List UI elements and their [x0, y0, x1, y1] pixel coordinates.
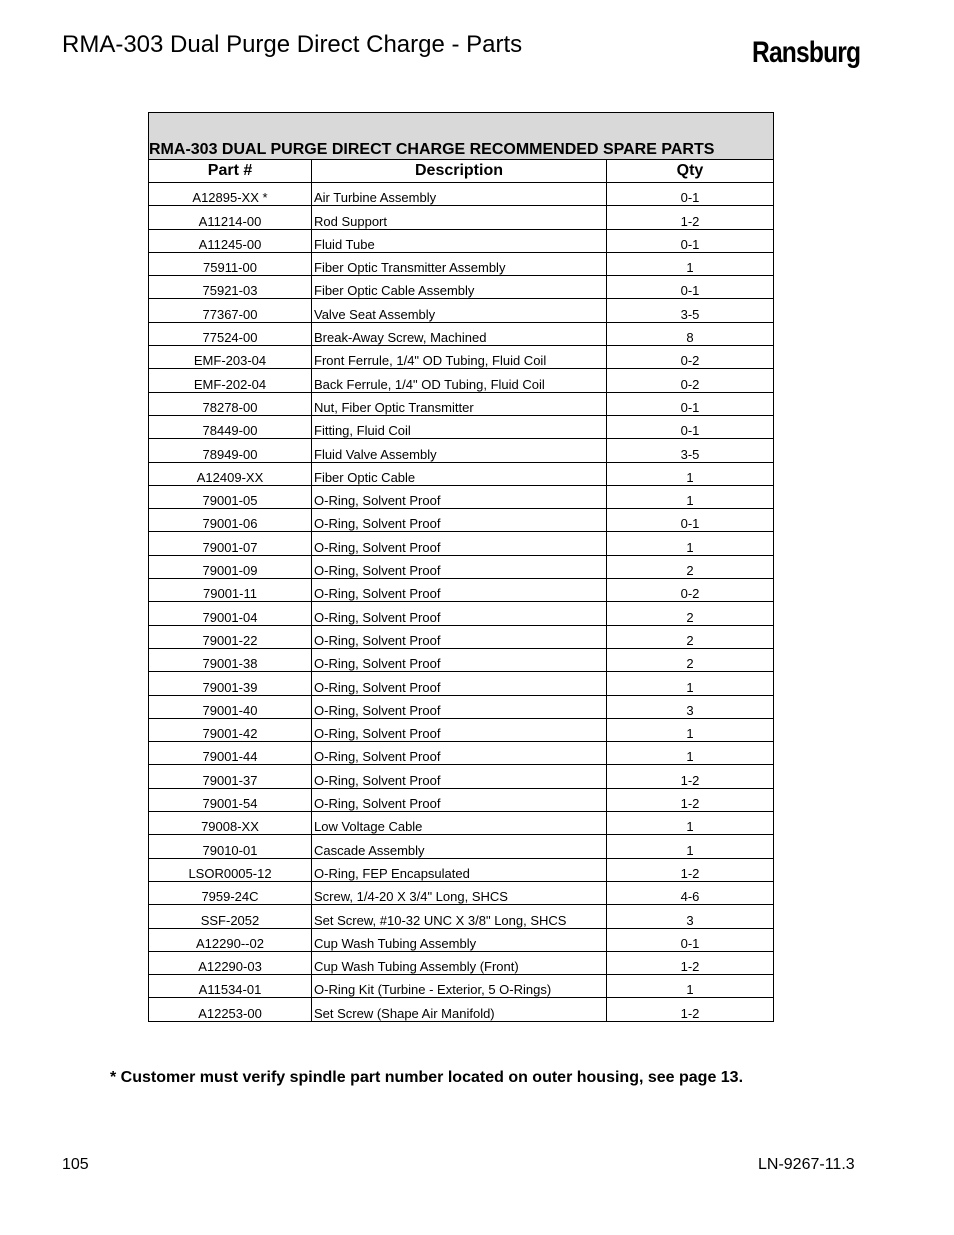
part-number-cell: 78449-00: [149, 415, 312, 438]
description-cell: Set Screw, #10-32 UNC X 3/8" Long, SHCS: [312, 905, 607, 928]
page-title: RMA-303 Dual Purge Direct Charge - Parts: [62, 31, 523, 58]
part-number-cell: 79001-40: [149, 695, 312, 718]
qty-cell: 8: [607, 322, 774, 345]
part-number-cell: 79010-01: [149, 835, 312, 858]
part-number-cell: 77367-00: [149, 299, 312, 322]
qty-cell: 2: [607, 625, 774, 648]
table-row: [149, 462, 774, 485]
table-row: [149, 252, 774, 275]
qty-cell: 1: [607, 835, 774, 858]
part-number-cell: EMF-203-04: [149, 346, 312, 369]
qty-cell: 1: [607, 975, 774, 998]
table-row: [149, 602, 774, 625]
description-cell: Front Ferrule, 1/4" OD Tubing, Fluid Coil: [312, 346, 607, 369]
table-row: [149, 928, 774, 951]
part-number-cell: 79001-07: [149, 532, 312, 555]
description-cell: Break-Away Screw, Machined: [312, 322, 607, 345]
part-number-cell: 79008-XX: [149, 812, 312, 835]
qty-cell: 1: [607, 812, 774, 835]
table-row: [149, 439, 774, 462]
table-title-row: [149, 113, 774, 160]
column-header-part: Part #: [149, 160, 312, 183]
table-row: [149, 183, 774, 206]
description-cell: Screw, 1/4-20 X 3/4" Long, SHCS: [312, 881, 607, 904]
part-number-cell: 79001-09: [149, 555, 312, 578]
part-number-cell: 79001-54: [149, 788, 312, 811]
qty-cell: 1-2: [607, 765, 774, 788]
qty-cell: 0-1: [607, 183, 774, 206]
table-row: [149, 206, 774, 229]
table-row: [149, 695, 774, 718]
table-row: [149, 509, 774, 532]
table-row: [149, 392, 774, 415]
description-cell: Fiber Optic Cable: [312, 462, 607, 485]
table-header-row: [149, 160, 774, 183]
table-title: RMA-303 DUAL PURGE DIRECT CHARGE RECOMMENDED SPARE PARTS: [149, 113, 774, 160]
description-cell: O-Ring Kit (Turbine - Exterior, 5 O-Rings): [312, 975, 607, 998]
part-number-cell: 7959-24C: [149, 881, 312, 904]
table-row: [149, 765, 774, 788]
qty-cell: 1-2: [607, 998, 774, 1021]
qty-cell: 1-2: [607, 788, 774, 811]
table-row: [149, 812, 774, 835]
qty-cell: 1: [607, 462, 774, 485]
table-row: [149, 672, 774, 695]
description-cell: Rod Support: [312, 206, 607, 229]
description-cell: O-Ring, Solvent Proof: [312, 695, 607, 718]
description-cell: O-Ring, Solvent Proof: [312, 602, 607, 625]
table-row: [149, 485, 774, 508]
part-number-cell: 79001-37: [149, 765, 312, 788]
part-number-cell: 78949-00: [149, 439, 312, 462]
part-number-cell: 79001-04: [149, 602, 312, 625]
qty-cell: 1: [607, 742, 774, 765]
column-header-qty: Qty: [607, 160, 774, 183]
qty-cell: 3-5: [607, 299, 774, 322]
part-number-cell: A11214-00: [149, 206, 312, 229]
table-row: [149, 835, 774, 858]
table-row: [149, 975, 774, 998]
table-row: [149, 369, 774, 392]
description-cell: Cup Wash Tubing Assembly (Front): [312, 951, 607, 974]
part-number-cell: A12290--02: [149, 928, 312, 951]
qty-cell: 2: [607, 602, 774, 625]
part-number-cell: A12895-XX *: [149, 183, 312, 206]
qty-cell: 0-1: [607, 415, 774, 438]
description-cell: O-Ring, Solvent Proof: [312, 788, 607, 811]
description-cell: O-Ring, Solvent Proof: [312, 672, 607, 695]
description-cell: O-Ring, Solvent Proof: [312, 625, 607, 648]
table-row: [149, 648, 774, 671]
part-number-cell: 78278-00: [149, 392, 312, 415]
description-cell: O-Ring, Solvent Proof: [312, 765, 607, 788]
qty-cell: 0-2: [607, 579, 774, 602]
part-number-cell: 77524-00: [149, 322, 312, 345]
part-number-cell: 79001-11: [149, 579, 312, 602]
qty-cell: 0-1: [607, 276, 774, 299]
description-cell: Fitting, Fluid Coil: [312, 415, 607, 438]
footnote: * Customer must verify spindle part number located on outer housing, see page 13.: [110, 1069, 744, 1086]
table-row: [149, 346, 774, 369]
qty-cell: 1-2: [607, 951, 774, 974]
qty-cell: 4-6: [607, 881, 774, 904]
description-cell: O-Ring, Solvent Proof: [312, 555, 607, 578]
part-number-cell: A12409-XX: [149, 462, 312, 485]
table-row: [149, 555, 774, 578]
document-number: LN-9267-11.3: [758, 1156, 855, 1173]
part-number-cell: EMF-202-04: [149, 369, 312, 392]
qty-cell: 1: [607, 718, 774, 741]
qty-cell: 0-1: [607, 509, 774, 532]
part-number-cell: 75921-03: [149, 276, 312, 299]
part-number-cell: A12290-03: [149, 951, 312, 974]
table-row: [149, 998, 774, 1021]
description-cell: Fluid Valve Assembly: [312, 439, 607, 462]
qty-cell: 1: [607, 672, 774, 695]
description-cell: O-Ring, Solvent Proof: [312, 718, 607, 741]
description-cell: O-Ring, FEP Encapsulated: [312, 858, 607, 881]
description-cell: Low Voltage Cable: [312, 812, 607, 835]
description-cell: Cup Wash Tubing Assembly: [312, 928, 607, 951]
description-cell: Air Turbine Assembly: [312, 183, 607, 206]
table-row: [149, 858, 774, 881]
qty-cell: 2: [607, 555, 774, 578]
description-cell: Back Ferrule, 1/4" OD Tubing, Fluid Coil: [312, 369, 607, 392]
description-cell: O-Ring, Solvent Proof: [312, 532, 607, 555]
table-row: [149, 299, 774, 322]
column-header-description: Description: [312, 160, 607, 183]
description-cell: O-Ring, Solvent Proof: [312, 579, 607, 602]
qty-cell: 0-1: [607, 229, 774, 252]
table-row: [149, 276, 774, 299]
description-cell: Cascade Assembly: [312, 835, 607, 858]
part-number-cell: 75911-00: [149, 252, 312, 275]
part-number-cell: 79001-05: [149, 485, 312, 508]
part-number-cell: A12253-00: [149, 998, 312, 1021]
part-number-cell: 79001-06: [149, 509, 312, 532]
qty-cell: 1: [607, 485, 774, 508]
table-row: [149, 532, 774, 555]
table-row: [149, 322, 774, 345]
description-cell: Fiber Optic Cable Assembly: [312, 276, 607, 299]
qty-cell: 1: [607, 252, 774, 275]
part-number-cell: A11245-00: [149, 229, 312, 252]
table-row: [149, 415, 774, 438]
description-cell: Fluid Tube: [312, 229, 607, 252]
table-row: [149, 625, 774, 648]
table-row: [149, 905, 774, 928]
qty-cell: 3: [607, 695, 774, 718]
part-number-cell: LSOR0005-12: [149, 858, 312, 881]
description-cell: Set Screw (Shape Air Manifold): [312, 998, 607, 1021]
table-row: [149, 229, 774, 252]
description-cell: O-Ring, Solvent Proof: [312, 648, 607, 671]
description-cell: Nut, Fiber Optic Transmitter: [312, 392, 607, 415]
brand-logo: Ransburg: [752, 36, 861, 69]
description-cell: Valve Seat Assembly: [312, 299, 607, 322]
description-cell: O-Ring, Solvent Proof: [312, 509, 607, 532]
part-number-cell: SSF-2052: [149, 905, 312, 928]
qty-cell: 3-5: [607, 439, 774, 462]
table-row: [149, 718, 774, 741]
qty-cell: 0-1: [607, 392, 774, 415]
page-number: 105: [62, 1156, 89, 1173]
description-cell: Fiber Optic Transmitter Assembly: [312, 252, 607, 275]
table-row: [149, 881, 774, 904]
part-number-cell: 79001-22: [149, 625, 312, 648]
qty-cell: 1-2: [607, 206, 774, 229]
spare-parts-table: [148, 112, 774, 1022]
description-cell: O-Ring, Solvent Proof: [312, 485, 607, 508]
table-body: [149, 183, 774, 1022]
table-row: [149, 788, 774, 811]
part-number-cell: 79001-38: [149, 648, 312, 671]
table-row: [149, 742, 774, 765]
qty-cell: 0-2: [607, 369, 774, 392]
part-number-cell: 79001-42: [149, 718, 312, 741]
table-row: [149, 579, 774, 602]
qty-cell: 3: [607, 905, 774, 928]
description-cell: O-Ring, Solvent Proof: [312, 742, 607, 765]
table-row: [149, 951, 774, 974]
qty-cell: 2: [607, 648, 774, 671]
qty-cell: 1: [607, 532, 774, 555]
qty-cell: 1-2: [607, 858, 774, 881]
qty-cell: 0-1: [607, 928, 774, 951]
part-number-cell: 79001-39: [149, 672, 312, 695]
part-number-cell: 79001-44: [149, 742, 312, 765]
part-number-cell: A11534-01: [149, 975, 312, 998]
qty-cell: 0-2: [607, 346, 774, 369]
